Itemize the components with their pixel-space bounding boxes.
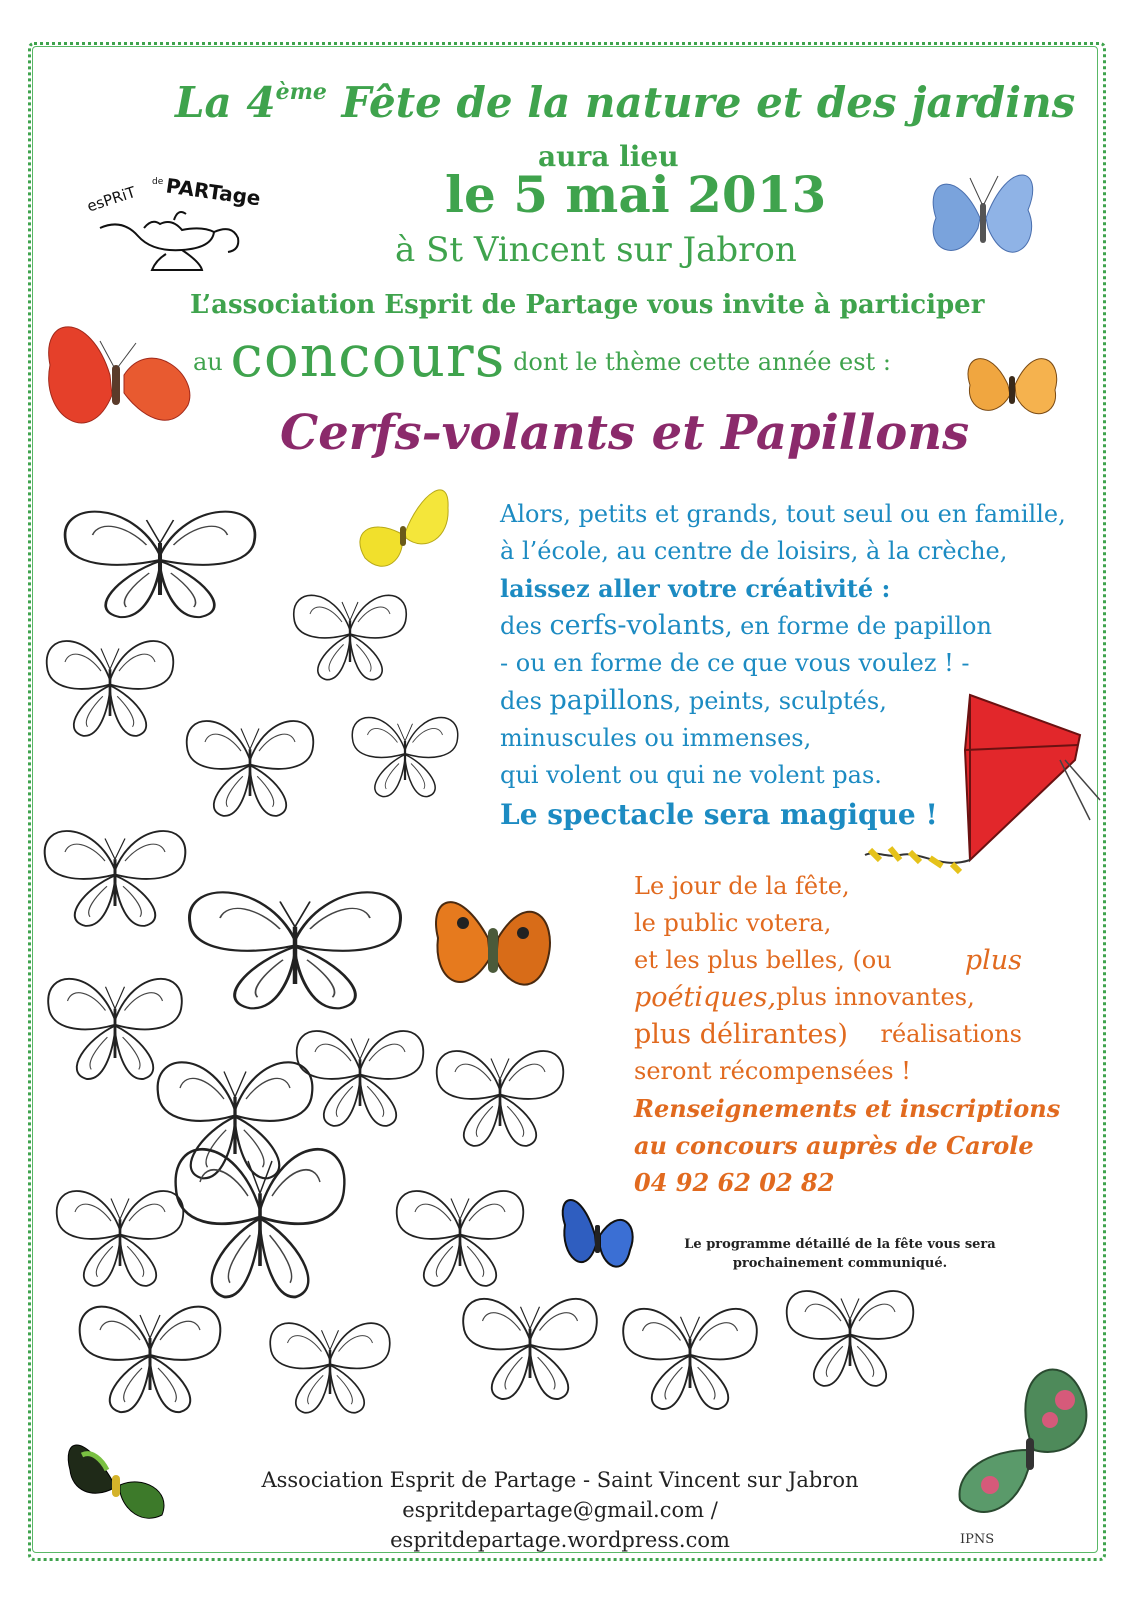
vote-line: Le jour de la fête, (634, 872, 850, 900)
orange-butterfly-icon (960, 340, 1065, 430)
paragraph-line: qui volent ou qui ne volent pas. (500, 761, 882, 789)
vote-line: plus délirantes) réalisations (634, 1019, 1022, 1050)
line-art-butterflies (30, 470, 480, 1510)
contact-phone: 04 92 62 02 82 (634, 1168, 835, 1197)
concours-line: au concours dont le thème cette année est : (193, 322, 891, 390)
red-kite-icon (860, 690, 1100, 900)
magic-line: Le spectacle sera magique ! (500, 798, 938, 831)
pink-green-butterfly-icon (950, 1350, 1100, 1530)
blue-butterfly-icon (918, 148, 1048, 288)
event-title: La 4ème Fête de la nature et des jardins (175, 78, 1076, 127)
invite-text: L’association Esprit de Partage vous invite à participer (190, 290, 985, 320)
footer-association: Association Esprit de Partage - Saint Vincent sur Jabron (261, 1468, 859, 1492)
paragraph-line: laissez aller votre créativité : (500, 574, 891, 603)
paragraph-line: minuscules ou immenses, (500, 724, 812, 752)
paragraph-line: des cerfs-volants, en forme de papillon (500, 610, 992, 641)
paragraph-line: - ou en forme de ce que vous voulez ! - (500, 649, 970, 677)
concours-word: concours (230, 322, 506, 390)
ipns-label: IPNS (960, 1532, 995, 1547)
programme-note: Le programme détaillé de la fête vous sera prochainement communiqué. (684, 1237, 996, 1271)
voting-paragraph (634, 868, 1061, 1201)
footer-contact: espritdepartage@gmail.com / espritdepartage.wordpress.com (390, 1498, 730, 1552)
contest-theme: Cerfs-volants et Papillons (280, 405, 970, 461)
vote-line: le public votera, (634, 909, 832, 937)
aura-lieu-text: aura lieu (538, 140, 679, 173)
vote-line: Renseignements et inscriptions (634, 1094, 1061, 1123)
svg-text:de: de (152, 177, 164, 187)
paragraph-line: Alors, petits et grands, tout seul ou en famille, (500, 500, 1066, 528)
vote-line: poétiques, plus innovantes, (634, 982, 975, 1013)
vote-line: et les plus belles, (ou plus (634, 945, 1022, 976)
esprit-de-partage-logo (82, 158, 272, 278)
vote-line: au concours auprès de Carole (634, 1131, 1034, 1160)
vote-line: seront récompensées ! (634, 1057, 911, 1085)
paragraph-line: à l’école, au centre de loisirs, à la crèche, (500, 537, 1008, 565)
paragraph-line: des papillons, peints, sculptés, (500, 685, 887, 716)
svg-text:PARTage: PARTage (164, 173, 263, 211)
event-date: le 5 mai 2013 (445, 165, 827, 224)
svg-text:esPRiT: esPRiT (84, 183, 138, 216)
line-art-butterflies-bottom (430, 1270, 950, 1470)
event-place: à St Vincent sur Jabron (395, 230, 797, 270)
red-butterfly-icon (40, 305, 200, 455)
